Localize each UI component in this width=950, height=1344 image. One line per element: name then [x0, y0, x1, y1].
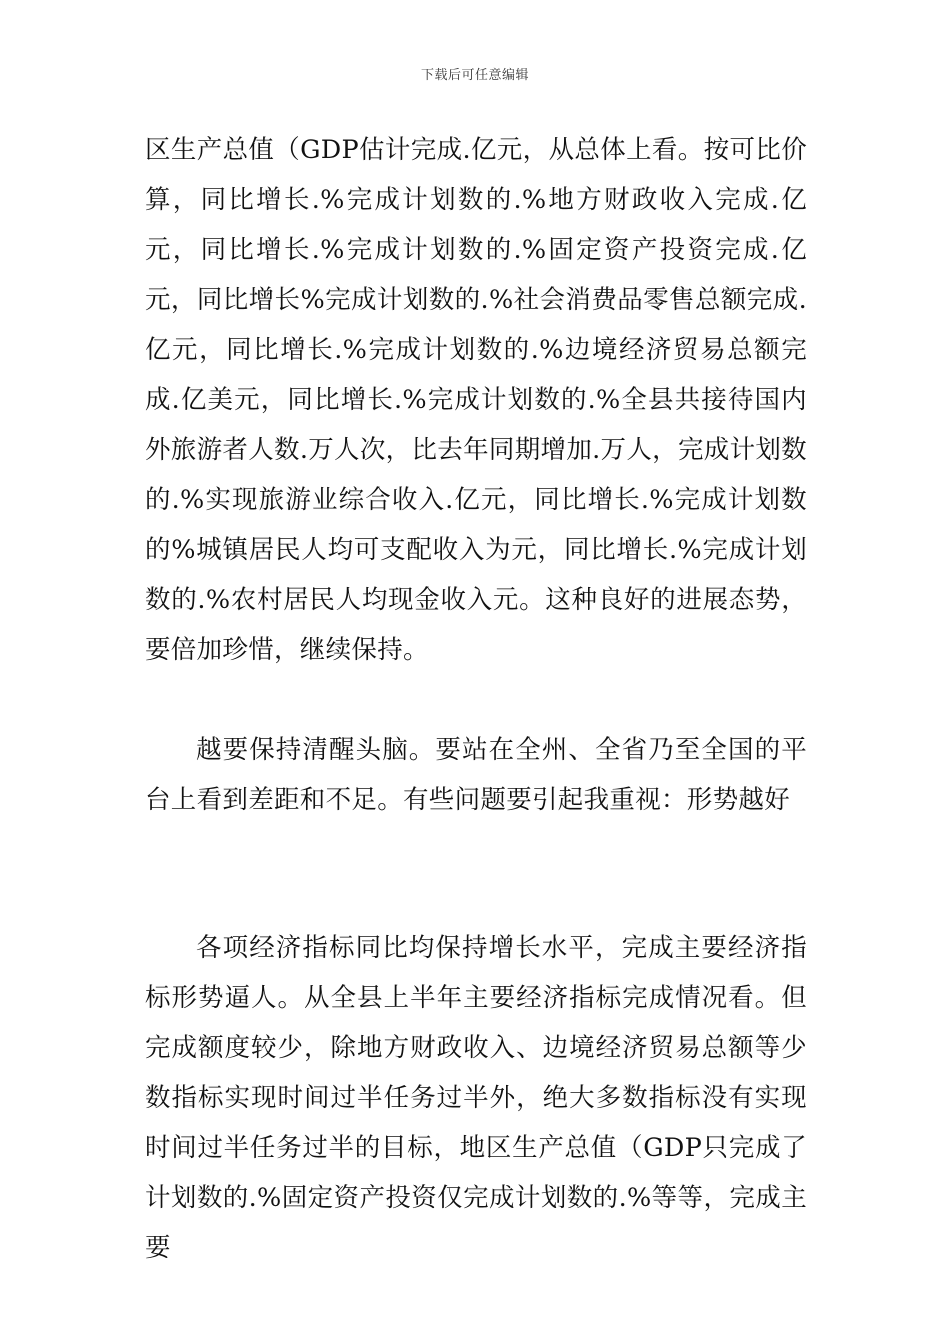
- body-paragraph-2: 越要保持清醒头脑。要站在全州、全省乃至全国的平台上看到差距和不足。有些问题要引起我重视：形势越好: [145, 735, 807, 815]
- page-header: 下载后可任意编辑: [420, 68, 529, 83]
- body-paragraph-1: 区生产总值（GDP估计完成.亿元，从总体上看。按可比价算，同比增长.%完成计划数的.%地方财政收入完成.亿元，同比增长.%完成计划数的.%固定资产投资完成.亿元，同比增长%完成计划数的.%社会消费品零售总额完成.亿元，同比增长.%完成计划数的.%边境经济贸易总额完成.亿美元，同比增长.%完成计划数的.%全县共接待国内外旅游者人数.万人次，比去年同期增加.万人，完成计划数的.%实现旅游业综合收入.亿元，同比增长.%完成计划数的%城镇居民人均可支配收入为元，同比增长.%完成计划数的.%农村居民人均现金收入元。这种良好的进展态势，要倍加珍惜，继续保持。: [145, 135, 807, 665]
- body-paragraph-3: 各项经济指标同比均保持增长水平，完成主要经济指标形势逼人。从全县上半年主要经济指标完成情况看。但完成额度较少，除地方财政收入、边境经济贸易总额等少数指标实现时间过半任务过半外，绝大多数指标没有实现时间过半任务过半的目标，地区生产总值（GDP只完成了计划数的.%固定资产投资仅完成计划数的.%等等，完成主要: [145, 933, 807, 1263]
